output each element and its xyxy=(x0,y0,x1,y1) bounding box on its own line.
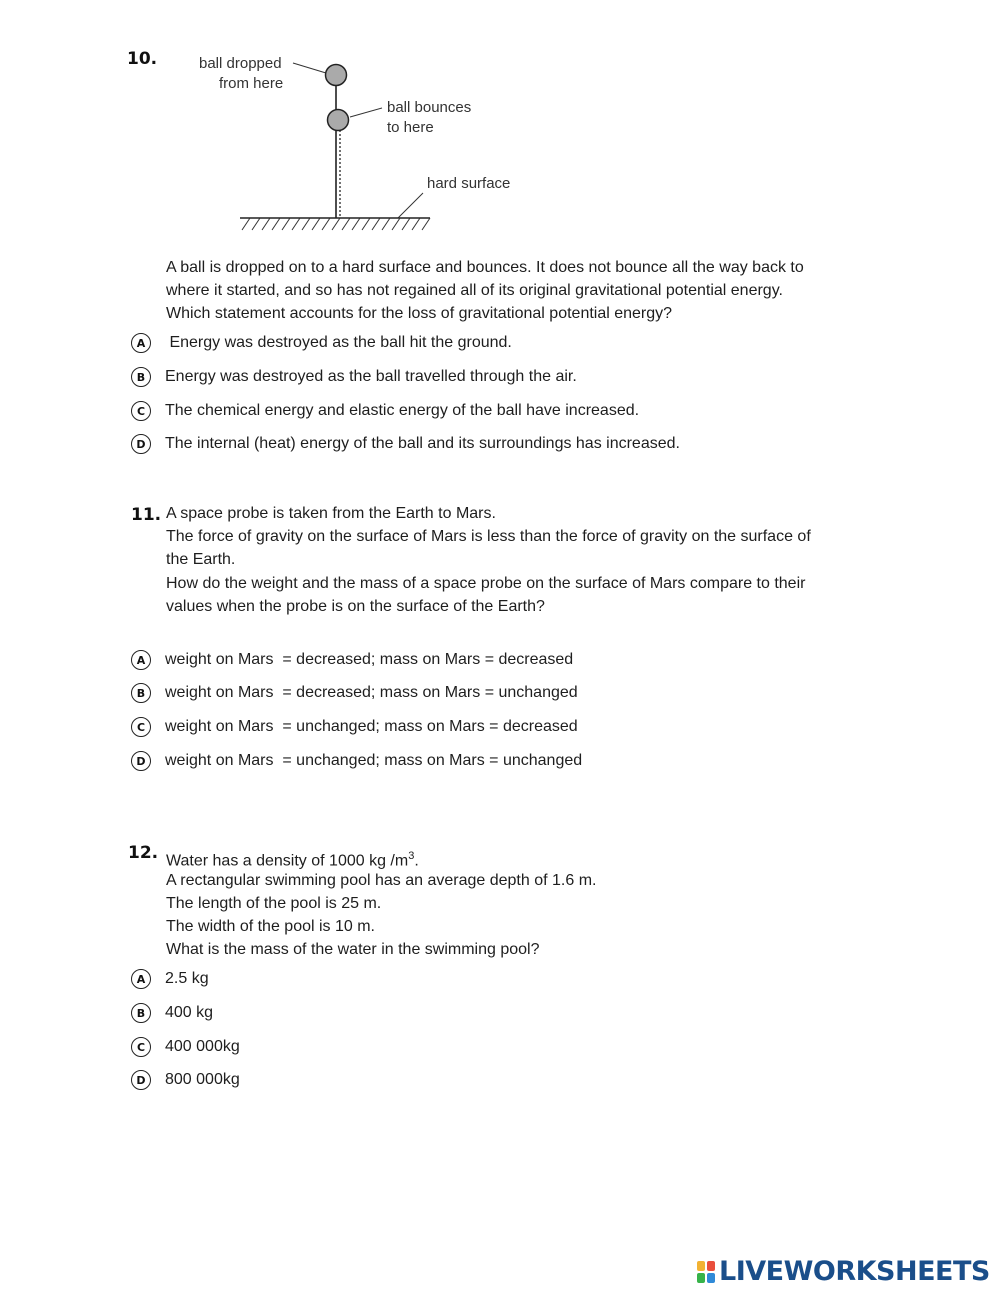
q12-option-a[interactable] xyxy=(131,966,209,992)
option-text: Energy was destroyed as the ball travelled through the air. xyxy=(165,368,577,385)
question-12-text-line: The width of the pool is 10 m. xyxy=(166,918,375,935)
question-10-number: 10. xyxy=(127,49,158,69)
label-to-here: to here xyxy=(387,119,434,136)
question-10-text-line: A ball is dropped on to a hard surface and bounces. It does not bounce all the way back to xyxy=(166,259,804,276)
pointer-line-surface xyxy=(398,193,423,218)
option-letter-circle: A xyxy=(131,969,151,989)
density-text: Water has a density of 1000 kg /m xyxy=(166,852,409,870)
question-10-text-line: where it started, and so has not regained all of its original gravitational potential energy. xyxy=(166,282,783,299)
option-letter-circle: A xyxy=(131,650,151,670)
option-text: The chemical energy and elastic energy of the ball have increased. xyxy=(165,402,640,419)
option-letter-circle: D xyxy=(131,751,151,771)
option-text: weight on Mars = unchanged; mass on Mars = unchanged xyxy=(165,752,583,769)
question-12-text-line: A rectangular swimming pool has an average depth of 1.6 m. xyxy=(166,872,597,889)
surface-hatching xyxy=(242,218,430,230)
question-12-number: 12. xyxy=(128,843,159,863)
density-exponent: 3 xyxy=(408,850,415,862)
option-letter-circle: D xyxy=(131,434,151,454)
label-ball-bounces: ball bounces xyxy=(387,99,472,116)
option-text: Energy was destroyed as the ball hit the ground. xyxy=(165,334,512,351)
question-11-text-line: A space probe is taken from the Earth to Mars. xyxy=(166,505,496,522)
ball-bounce-diagram xyxy=(190,50,530,240)
option-letter-circle: A xyxy=(131,333,151,353)
q10-option-c[interactable] xyxy=(131,398,639,424)
label-hard-surface: hard surface xyxy=(427,175,511,192)
question-10-text-line: Which statement accounts for the loss of gravitational potential energy? xyxy=(166,305,673,322)
option-letter-circle: C xyxy=(131,717,151,737)
option-letter-circle: B xyxy=(131,367,151,387)
q12-option-d[interactable] xyxy=(131,1067,240,1093)
q10-option-d[interactable] xyxy=(131,431,680,457)
q12-option-c[interactable] xyxy=(131,1034,240,1060)
option-letter-circle: D xyxy=(131,1070,151,1090)
q11-option-d[interactable] xyxy=(131,748,582,774)
label-ball-dropped: ball dropped xyxy=(199,55,282,72)
question-11-text-line: The force of gravity on the surface of Mars is less than the force of gravity on the surface of xyxy=(166,528,811,545)
pointer-line-dropped xyxy=(293,63,326,73)
q10-option-b[interactable] xyxy=(131,364,577,390)
option-text: weight on Mars = decreased; mass on Mars = decreased xyxy=(165,651,574,668)
density-period: . xyxy=(414,852,419,870)
question-11-text-line: How do the weight and the mass of a space probe on the surface of Mars compare to their xyxy=(166,575,806,592)
option-text: The internal (heat) energy of the ball and its surroundings has increased. xyxy=(165,435,680,452)
option-text: 2.5 kg xyxy=(165,970,209,987)
option-text: weight on Mars = unchanged; mass on Mars = decreased xyxy=(165,718,578,735)
option-letter-circle: B xyxy=(131,1003,151,1023)
option-text: weight on Mars = decreased; mass on Mars = unchanged xyxy=(165,684,578,701)
question-11-text-line: values when the probe is on the surface of the Earth? xyxy=(166,598,545,615)
question-11-number: 11. xyxy=(131,505,162,525)
option-text: 800 000kg xyxy=(165,1071,240,1088)
pointer-line-bounces xyxy=(350,108,382,117)
option-text: 400 000kg xyxy=(165,1038,240,1055)
question-12-text-line: The length of the pool is 25 m. xyxy=(166,895,382,912)
q11-option-c[interactable] xyxy=(131,714,578,740)
question-12-text-line: What is the mass of the water in the swimming pool? xyxy=(166,941,540,958)
q10-option-a[interactable] xyxy=(131,330,512,356)
label-from-here: from here xyxy=(219,75,284,92)
ball-bounce-position xyxy=(328,110,349,131)
q11-option-a[interactable] xyxy=(131,647,573,673)
ball-start-position xyxy=(326,65,347,86)
logo-text: LIVEWORKSHEETS xyxy=(719,1256,990,1287)
logo-blocks-icon xyxy=(697,1261,715,1283)
option-letter-circle: B xyxy=(131,683,151,703)
option-letter-circle: C xyxy=(131,401,151,421)
liveworksheets-logo[interactable] xyxy=(697,1256,990,1287)
q12-option-b[interactable] xyxy=(131,1000,213,1026)
option-text: 400 kg xyxy=(165,1004,214,1021)
question-11-text-line: the Earth. xyxy=(166,551,236,568)
q11-option-b[interactable] xyxy=(131,680,578,706)
option-letter-circle: C xyxy=(131,1037,151,1057)
